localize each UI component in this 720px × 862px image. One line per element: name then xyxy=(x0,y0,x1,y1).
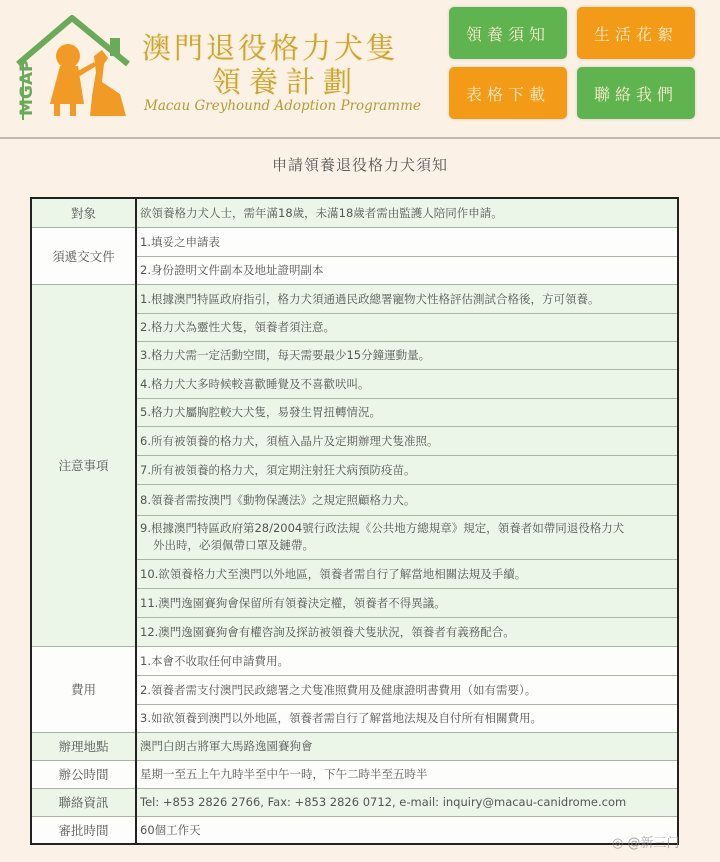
note-item: 11.澳門逸園賽狗會保留所有領養決定權，領養者不得異議。 xyxy=(136,588,678,617)
row-value: 欲領養格力犬人士，需年滿18歲，未滿18歲者需由監護人陪同作申請。 xyxy=(136,198,678,227)
row-label: 辦理地點 xyxy=(31,732,136,760)
nav-adoption-notice-button[interactable]: 領養須知 xyxy=(449,7,567,59)
note-item: 8.領養者需按澳門《動物保護法》之規定照顧格力犬。 xyxy=(136,484,678,515)
fee-item: 1.本會不收取任何申請費用。 xyxy=(136,646,678,675)
nav-life-highlights-button[interactable]: 生活花絮 xyxy=(577,7,695,59)
nav-contact-us-button[interactable]: 聯絡我們 xyxy=(577,67,695,119)
note-item: 1.根據澳門特區政府指引，格力犬須通過民政總署寵物犬性格評估測試合格後，方可領養。 xyxy=(136,284,678,313)
note-item: 2.格力犬為靈性犬隻，領養者須注意。 xyxy=(136,313,678,341)
fee-item: 2.領養者需支付澳門民政總署之犬隻准照費用及健康證明書費用（如有需要）。 xyxy=(136,675,678,704)
fee-item: 3.如欲領養到澳門以外地區，領養者需自行了解當地法規及自付所有相關費用。 xyxy=(136,704,678,732)
svg-text:MGAP: MGAP xyxy=(17,59,37,116)
weibo-icon: ◎ xyxy=(612,836,624,851)
row-label: 對象 xyxy=(31,198,136,227)
logo-subtitle: Macau Greyhound Adoption Programme xyxy=(144,98,421,114)
weibo-watermark xyxy=(612,832,680,851)
table-row-office-hours xyxy=(31,760,678,788)
note-item: 3.格力犬需一定活動空間，每天需要最少15分鐘運動量。 xyxy=(136,341,678,369)
note-item: 10.欲領養格力犬至澳門以外地區，領養者需自行了解當地相關法規及手續。 xyxy=(136,559,678,588)
row-label: 審批時間 xyxy=(31,816,136,844)
page-title: 申請領養退役格力犬須知 xyxy=(271,156,448,174)
table-row-fees xyxy=(31,646,678,675)
table-row-notes xyxy=(31,284,678,313)
note-item: 7.所有被領養的格力犬，須定期注射狂犬病預防疫苗。 xyxy=(136,455,678,484)
watermark-text: @新三门 xyxy=(627,836,680,851)
mgap-logo[interactable] xyxy=(10,12,145,122)
contact-info[interactable]: Tel: +853 2826 2766, Fax: +853 2826 0712, e-mail: inquiry@macau-canidrome.com xyxy=(136,788,678,816)
nav-form-download-button[interactable]: 表格下載 xyxy=(449,67,567,119)
row-value: 60個工作天 xyxy=(136,816,678,844)
note-item-line2: 外出時，必須佩帶口罩及鏈帶。 xyxy=(153,538,314,552)
note-item: 5.格力犬屬胸腔較大犬隻，易發生胃扭轉情況。 xyxy=(136,398,678,426)
row-label: 須遞交文件 xyxy=(31,227,136,284)
document-item: 2.身份證明文件副本及地址證明副本 xyxy=(136,256,678,284)
table-row-contact xyxy=(31,788,678,816)
note-item: 4.格力犬大多時候較喜歡睡覺及不喜歡吠叫。 xyxy=(136,369,678,398)
adoption-info-table xyxy=(30,197,679,845)
logo-title-line2: 領養計劃 xyxy=(212,65,361,99)
row-label: 聯絡資訊 xyxy=(31,788,136,816)
document-item: 1.填妥之申請表 xyxy=(136,227,678,256)
table-row-documents xyxy=(31,227,678,256)
house-child-dog-icon xyxy=(10,12,145,122)
table-row-location xyxy=(31,732,678,760)
note-item: 12.澳門逸園賽狗會有權咨詢及探訪被領養犬隻狀況，領養者有義務配合。 xyxy=(136,617,678,646)
logo-title-line1: 澳門退役格力犬隻 xyxy=(142,31,399,65)
site-header xyxy=(0,0,720,139)
note-item-line1: 9.根據澳門特區政府第28/2004號行政法規《公共地方總規章》規定，領養者如帶同退役格力犬 xyxy=(140,521,625,535)
row-label: 注意事項 xyxy=(31,284,136,646)
row-label: 辦公時間 xyxy=(31,760,136,788)
table-row-target xyxy=(31,198,678,227)
note-item xyxy=(136,515,678,559)
row-value: 澳門白朗古將軍大馬路逸園賽狗會 xyxy=(136,732,678,760)
table-row-approval-time xyxy=(31,816,678,844)
row-label: 費用 xyxy=(31,646,136,732)
note-item: 6.所有被領養的格力犬，須植入晶片及定期辦理犬隻准照。 xyxy=(136,426,678,455)
row-value: 星期一至五上午九時半至中午一時，下午二時半至五時半 xyxy=(136,760,678,788)
